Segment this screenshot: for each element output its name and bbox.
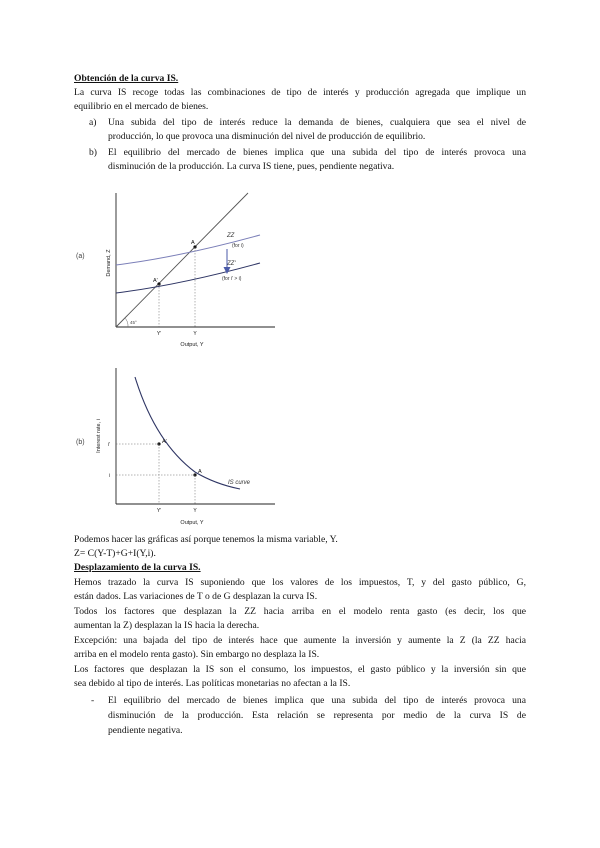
section-heading-obtencion: Obtención de la curva IS. [74, 73, 179, 84]
figure-b-xlabel: Output, Y [180, 520, 204, 526]
section-heading-desplazamiento: Desplazamiento de la curva IS. [74, 562, 201, 573]
figure-b-is-curve-label: IS curve [228, 480, 251, 486]
figure-a-angle-arc [125, 318, 128, 327]
equation-line: Z= C(Y-T)+G+I(Y,i). [74, 548, 156, 559]
figure-b-tick-y: Y [193, 508, 197, 514]
figure-a-zz-curve [116, 235, 260, 265]
bullet-line-1: El equilibrio del mercado de bienes implica que una subida del tipo de interés provoca una [108, 695, 526, 706]
figure-b-is-curve-line [135, 377, 240, 489]
item-b-line-2: disminución de la producción. La curva IS tiene, pues, pendiente negativa. [108, 161, 395, 172]
p3-line-2: arriba en el modelo renta gasto). Sin embargo no desplaza la IS. [74, 649, 320, 660]
intro-line-2: equilibrio en el mercado de bienes. [74, 101, 209, 112]
item-b-line-1: El equilibrio del mercado de bienes implica que una subida del tipo de interés provoca una [108, 147, 526, 158]
p2-line-2: aumentan la Z) desplazan la IS hacia la derecha. [74, 620, 260, 631]
figure-a-demand-output [70, 185, 285, 355]
intro-line-1: La curva IS recoge todas las combinaciones de tipo de interés y producción agregada que implique un [74, 87, 526, 98]
p4-line-2: sea debido al tipo de interés. Las políticas monetarias no afectan a la IS. [74, 678, 351, 689]
figure-a-shift-arrowhead [224, 267, 231, 274]
figure-b-panel-label: (b) [76, 439, 85, 446]
figure-a-zz-prime-label: ZZ' [227, 261, 236, 267]
figure-a-for-i-prime-label: (for i' > i) [222, 276, 242, 282]
item-a-line-1: Una subida del tipo de interés reduce la demanda de bienes, cualquiera que sea el nivel de [108, 117, 526, 128]
figure-b-point-a-label: A [198, 469, 202, 475]
figure-b-is-curve [70, 362, 285, 532]
figure-a-zz-label: ZZ [227, 233, 235, 239]
figure-a-for-i-label: (for i) [232, 243, 244, 249]
figure-a-xlabel: Output, Y [180, 342, 204, 348]
p3-line-1: Excepción: una bajada del tipo de interés hace que aumente la inversión y aumente la Z (la ZZ hacia [74, 635, 526, 646]
figure-a-panel-label: (a) [76, 253, 85, 260]
figure-b-point-a-prime-label: A' [162, 439, 167, 445]
after-figure-line-1: Podemos hacer las gráficas así porque tenemos la misma variable, Y. [74, 534, 338, 545]
figure-a-45-degree-line [116, 193, 248, 327]
p1-line-1: Hemos trazado la curva IS suponiendo que los valores de los impuestos, T, y del gasto público, G, [74, 577, 526, 588]
p1-line-2: están dados. Las variaciones de T o de G desplazan la curva IS. [74, 591, 318, 602]
figure-a-point-a-prime-label: A' [153, 278, 158, 284]
figure-b-ylabel: Interest rate, i [96, 419, 102, 453]
item-b-marker: b) [89, 147, 97, 158]
figure-b-tick-i: i [108, 473, 110, 479]
p2-line-1: Todos los factores que desplazan la ZZ hacia arriba en el modelo renta gasto (es decir, los que [74, 606, 526, 617]
figure-a-ylabel: Demand, Z [106, 249, 112, 277]
bullet-marker: - [91, 695, 95, 706]
figure-a-tick-y: Y [193, 331, 197, 337]
item-a-line-2: producción, lo que provoca una disminución del nivel de producción de equilibrio. [108, 131, 426, 142]
figure-b-tick-y-prime: Y' [156, 508, 162, 514]
figure-a-angle-label: 45° [130, 320, 137, 325]
figure-b-tick-i-prime: i' [107, 442, 110, 448]
item-a-marker: a) [89, 117, 97, 128]
p4-line-1: Los factores que desplazan la IS son el consumo, los impuestos, el gasto público y la inversión sin que [74, 664, 526, 675]
bullet-line-2: disminución de la producción. Esta relación se representa por medio de la curva IS de [108, 710, 526, 721]
figure-a-tick-y-prime: Y' [156, 331, 162, 337]
bullet-line-3: pendiente negativa. [108, 725, 183, 736]
figure-a-point-a-label: A [191, 240, 195, 246]
